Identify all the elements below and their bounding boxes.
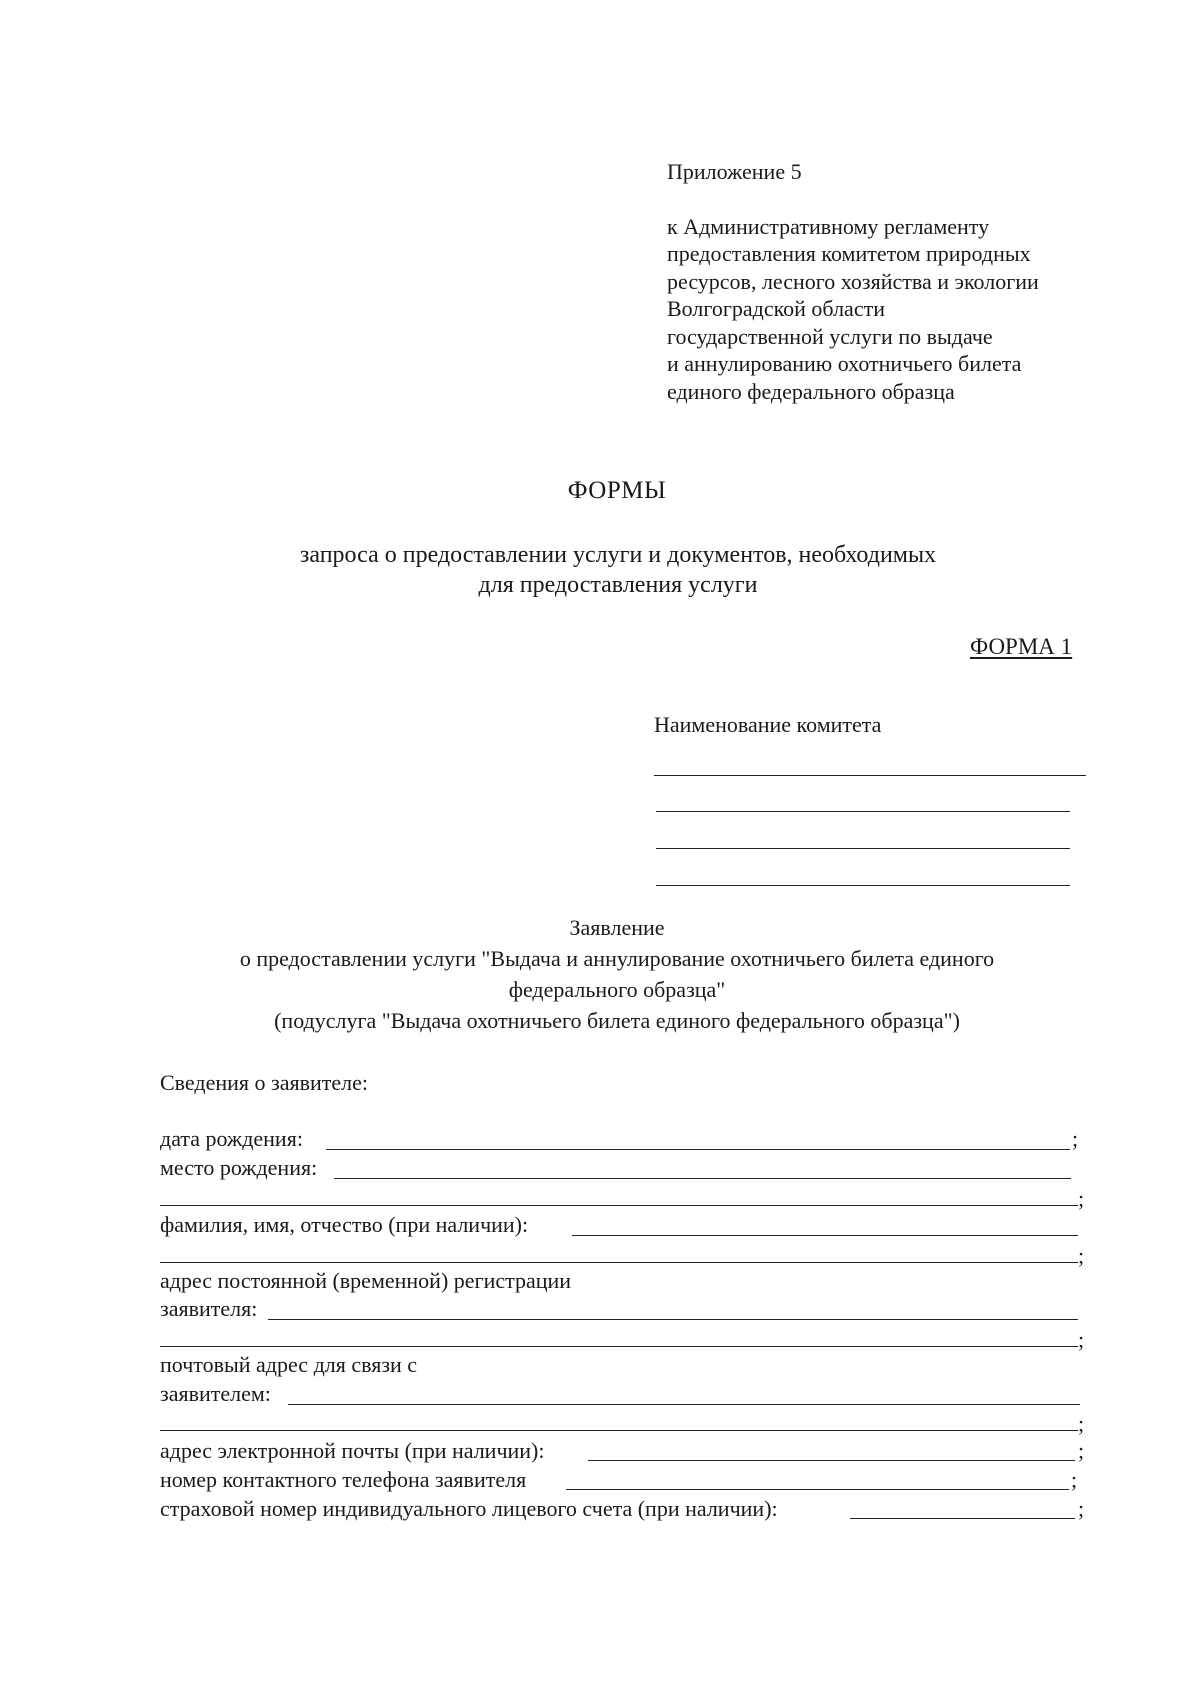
appendix-block: [667, 158, 1039, 405]
postal-address-label: почтовый адрес для связи с: [160, 1352, 418, 1377]
birth-date-label: дата рождения:: [160, 1126, 303, 1151]
statement-line: федерального образца": [508, 977, 726, 1002]
appendix-line: ресурсов, лесного хозяйства и экологии: [667, 268, 1039, 294]
full-name-field[interactable]: [572, 1235, 1078, 1236]
postal-address-field[interactable]: [160, 1430, 1078, 1431]
forms-subtitle-line: для предоставления услуги: [478, 572, 758, 598]
appendix-line: единого федерального образца: [667, 378, 955, 404]
snils-field[interactable]: [850, 1518, 1075, 1519]
forms-subtitle: [0, 540, 1200, 600]
birth-place-field[interactable]: [160, 1205, 1078, 1206]
applicant-info-header: Сведения о заявителе:: [160, 1070, 369, 1095]
forms-subtitle-line: запроса о предоставлении услуги и документов, необходимых: [299, 542, 937, 568]
registration-address-field[interactable]: [160, 1346, 1078, 1347]
birth-place-field[interactable]: [334, 1178, 1071, 1179]
postal-address-field[interactable]: [288, 1404, 1080, 1405]
phone-label: номер контактного телефона заявителя: [160, 1467, 527, 1492]
birth-place-label: место рождения:: [160, 1155, 318, 1180]
appendix-line: к Административному регламенту: [667, 213, 990, 239]
registration-address-label-cont: заявителя:: [160, 1296, 258, 1321]
registration-address-field[interactable]: [268, 1319, 1078, 1320]
form-number-label: ФОРМА 1: [970, 634, 1073, 659]
statement-block: [0, 912, 1200, 1036]
committee-name-line[interactable]: [656, 885, 1070, 886]
field-separator: ;: [1078, 1411, 1085, 1436]
committee-name-line[interactable]: [656, 811, 1070, 812]
appendix-line: и аннулированию охотничьего билета: [667, 351, 1022, 376]
committee-name-label: Наименование комитета: [654, 712, 882, 737]
registration-address-label: адрес постоянной (временной) регистрации: [160, 1268, 572, 1293]
statement-line: о предоставлении услуги "Выдача и аннулирование охотничьего билета единого: [239, 946, 995, 971]
field-separator: ;: [1078, 1438, 1085, 1463]
field-separator: ;: [1071, 1467, 1078, 1492]
full-name-field[interactable]: [160, 1262, 1078, 1263]
phone-field[interactable]: [566, 1489, 1069, 1490]
field-separator: ;: [1078, 1327, 1085, 1352]
appendix-title: Приложение 5: [667, 159, 802, 184]
field-separator: ;: [1072, 1126, 1079, 1151]
field-separator: ;: [1078, 1186, 1085, 1211]
committee-name-line[interactable]: [656, 848, 1070, 849]
field-separator: ;: [1078, 1496, 1085, 1521]
statement-line: (подуслуга "Выдача охотничьего билета единого федерального образца"): [274, 1008, 960, 1033]
forms-title: ФОРМЫ: [567, 477, 667, 504]
appendix-line: предоставления комитетом природных: [667, 241, 1031, 266]
postal-address-label-cont: заявителем:: [160, 1381, 271, 1406]
birth-date-field[interactable]: [326, 1149, 1070, 1150]
field-separator: ;: [1078, 1243, 1085, 1268]
snils-label: страховой номер индивидуального лицевого счета (при наличии):: [160, 1496, 778, 1521]
statement-title: Заявление: [569, 915, 665, 940]
email-label: адрес электронной почты (при наличии):: [160, 1438, 545, 1463]
full-name-label: фамилия, имя, отчество (при наличии):: [160, 1212, 529, 1237]
appendix-line: Волгоградской области: [667, 296, 885, 321]
committee-name-line[interactable]: [654, 775, 1086, 776]
email-field[interactable]: [588, 1460, 1075, 1461]
appendix-line: государственной услуги по выдаче: [667, 323, 993, 349]
